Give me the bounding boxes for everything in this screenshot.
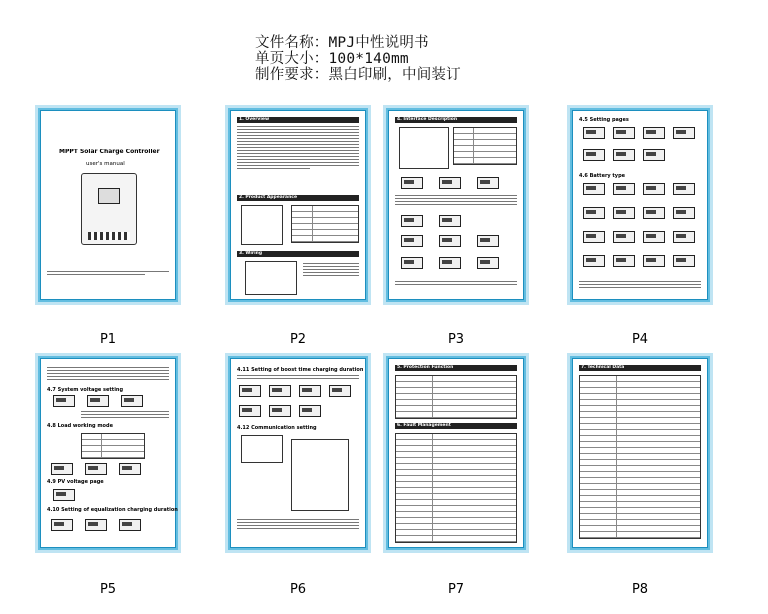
text-block [237, 126, 359, 171]
lcd-icon [643, 231, 665, 243]
lcd-icon [643, 149, 665, 161]
icon-table [453, 127, 517, 165]
lcd-icon [583, 183, 605, 195]
parts-table [291, 205, 359, 243]
lcd-icon [439, 215, 461, 227]
lcd-icon [51, 463, 73, 475]
lcd-icon [53, 489, 75, 501]
section-heading: 4.10 Setting of equalization charging duration [47, 507, 178, 513]
lcd-icon [673, 207, 695, 219]
lcd-icon [401, 177, 423, 189]
lcd-icon [673, 231, 695, 243]
lcd-icon [583, 231, 605, 243]
section-heading: 4. Interface Description [395, 117, 517, 123]
manual-title: MPPT Solar Charge Controller [59, 149, 160, 155]
section-heading: 6. Fault Management [395, 423, 517, 429]
text-block [47, 367, 169, 382]
controller-illustration [81, 173, 137, 245]
lcd-icon [401, 257, 423, 269]
page-thumbnail-p6[interactable] [230, 358, 366, 548]
lcd-icon [673, 255, 695, 267]
lcd-icon [477, 177, 499, 189]
lcd-icon [477, 257, 499, 269]
lcd-icon [239, 405, 261, 417]
text-block [237, 375, 359, 381]
page-size-line: 单页大小：100*140mm [255, 51, 409, 67]
lcd-icon [643, 255, 665, 267]
wiring-text [303, 263, 359, 278]
page-thumbnail-p2[interactable] [230, 110, 366, 300]
technical-data-table [579, 375, 701, 539]
section-heading: 7. Technical Data [579, 365, 701, 371]
lcd-icon [613, 183, 635, 195]
lcd-icon [613, 255, 635, 267]
lcd-icon [121, 395, 143, 407]
lcd-icon [269, 385, 291, 397]
section-heading: 5. Protection Function [395, 365, 517, 371]
fault-table [395, 433, 517, 543]
page-label-p7: P7 [447, 582, 465, 597]
page-thumbnail-p8[interactable] [572, 358, 708, 548]
section-heading: 4.8 Load working mode [47, 423, 113, 429]
appearance-diagram [241, 205, 283, 245]
page-label-p4: P4 [631, 332, 649, 347]
lcd-icon [643, 207, 665, 219]
page-label-p1: P1 [99, 332, 117, 347]
lcd-icon [87, 395, 109, 407]
lcd-icon [85, 519, 107, 531]
text-block [395, 281, 517, 287]
lcd-icon [299, 405, 321, 417]
page-label-p3: P3 [447, 332, 465, 347]
section-heading: 3. Wiring [237, 251, 359, 257]
lcd-icon [119, 463, 141, 475]
text-block [579, 281, 701, 290]
manual-subtitle: user's manual [86, 161, 125, 167]
section-heading: 2. Product Appearance [237, 195, 359, 201]
lcd-icon [119, 519, 141, 531]
wiring-diagram [245, 261, 297, 295]
lcd-icon [477, 235, 499, 247]
cover-notes [47, 271, 169, 277]
lcd-icon [613, 231, 635, 243]
lcd-icon [439, 235, 461, 247]
section-heading: 4.7 System voltage setting [47, 387, 124, 393]
lcd-icon [85, 463, 107, 475]
file-name-line: 文件名称：MPJ中性说明书 [255, 35, 429, 51]
section-heading: 1. Overview [237, 117, 359, 123]
lcd-icon [673, 183, 695, 195]
document-header [255, 35, 461, 83]
section-heading: 4.6 Battery type [579, 173, 626, 179]
lcd-icon [401, 215, 423, 227]
lcd-icon [613, 127, 635, 139]
lcd-icon [643, 127, 665, 139]
text-block [81, 411, 169, 420]
protection-table [395, 375, 517, 419]
page-thumbnail-p7[interactable] [388, 358, 524, 548]
requirements-line: 制作要求：黑白印刷，中间装订 [255, 67, 461, 83]
page-label-p5: P5 [99, 582, 117, 597]
section-heading: 4.12 Communication setting [237, 425, 317, 431]
lcd-icon [583, 255, 605, 267]
page-label-p2: P2 [289, 332, 307, 347]
lcd-icon [439, 257, 461, 269]
lcd-icon [239, 385, 261, 397]
setting-flowchart [291, 439, 349, 511]
lcd-icon [643, 183, 665, 195]
lcd-icon [439, 177, 461, 189]
lcd-icon [613, 149, 635, 161]
lcd-icon [613, 207, 635, 219]
section-heading: 4.5 Setting pages [579, 117, 629, 123]
lcd-icon [269, 405, 291, 417]
text-block [395, 195, 517, 207]
lcd-icon [673, 127, 695, 139]
load-mode-table [81, 433, 145, 459]
lcd-icon [401, 235, 423, 247]
page-thumbnail-p1[interactable] [40, 110, 176, 300]
text-block [237, 519, 359, 531]
lcd-screen-diagram [399, 127, 449, 169]
lcd-icon [583, 207, 605, 219]
page-label-p8: P8 [631, 582, 649, 597]
page-thumbnail-p4[interactable] [572, 110, 708, 300]
page-label-p6: P6 [289, 582, 307, 597]
lcd-icon [583, 149, 605, 161]
lcd-icon [299, 385, 321, 397]
section-heading: 4.11 Setting of boost time charging duration [237, 367, 364, 373]
lcd-icon [583, 127, 605, 139]
section-heading: 4.9 PV voltage page [47, 479, 104, 485]
page-thumbnail-p5[interactable] [40, 358, 176, 548]
page-thumbnail-p3[interactable] [388, 110, 524, 300]
lcd-icon [329, 385, 351, 397]
lcd-icon [53, 395, 75, 407]
communication-diagram [241, 435, 283, 463]
lcd-icon [51, 519, 73, 531]
